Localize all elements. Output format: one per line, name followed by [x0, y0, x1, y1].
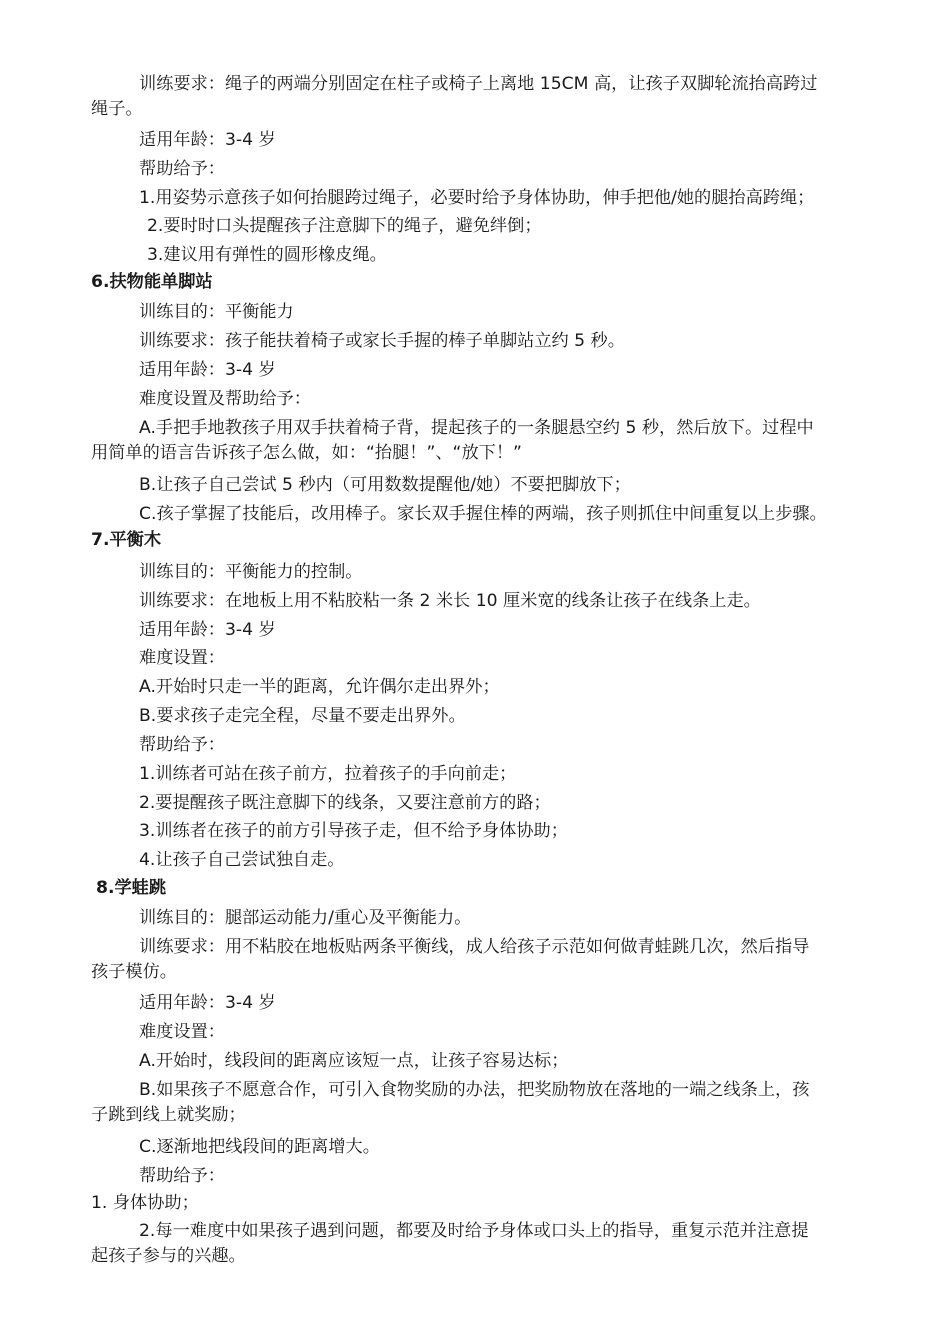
list-item: 4.让孩子自己尝试独自走。	[139, 850, 345, 870]
paragraph-line: 训练要求：在地板上用不粘胶粘一条 2 米长 10 厘米宽的线条让孩子在线条上走。	[139, 591, 761, 611]
paragraph-line: 训练目的：平衡能力	[139, 302, 294, 322]
list-item: A.开始时，线段间的距离应该短一点，让孩子容易达标；	[139, 1051, 569, 1071]
paragraph-line: 帮助给予：	[139, 1166, 225, 1186]
list-item: 1.用姿势示意孩子如何抬腿跨过绳子，必要时给予身体协助，伸手把他/她的腿抬高跨绳；	[139, 188, 815, 208]
paragraph-line: 难度设置：	[139, 648, 225, 668]
paragraph-line: 训练目的：平衡能力的控制。	[139, 562, 363, 582]
section-heading: 6.扶物能单脚站	[91, 272, 213, 292]
paragraph-line: 绳子。	[91, 99, 143, 119]
list-item: 2.要提醒孩子既注意脚下的线条，又要注意前方的路；	[139, 793, 551, 813]
paragraph-line: 帮助给予：	[139, 735, 225, 755]
paragraph-line: 适用年龄：3-4 岁	[139, 360, 276, 380]
list-item: 3.建议用有弹性的圆形橡皮绳。	[147, 245, 387, 265]
list-item: 3.训练者在孩子的前方引导孩子走，但不给予身体协助；	[139, 821, 568, 841]
section-heading: 8.学蛙跳	[96, 878, 167, 898]
list-item: C.逐渐地把线段间的距离增大。	[139, 1137, 380, 1157]
list-item: A.手把手地教孩子用双手扶着椅子背，提起孩子的一条腿悬空约 5 秒，然后放下。过程中	[139, 418, 814, 438]
paragraph-line: 起孩子参与的兴趣。	[91, 1246, 246, 1266]
paragraph-line: 难度设置及帮助给予：	[139, 389, 311, 409]
list-item: 2.要时时口头提醒孩子注意脚下的绳子，避免绊倒；	[147, 216, 542, 236]
paragraph-line: 帮助给予：	[139, 159, 225, 179]
list-item: A.开始时只走一半的距离，允许偶尔走出界外；	[139, 677, 500, 697]
list-item: 1.训练者可站在孩子前方，拉着孩子的手向前走；	[139, 764, 517, 784]
list-item: C.孩子掌握了技能后，改用棒子。家长双手握住棒的两端，孩子则抓住中间重复以上步骤。	[139, 504, 827, 524]
paragraph-line: 子跳到线上就奖励；	[91, 1105, 246, 1125]
list-item: 1. 身体协助；	[91, 1193, 199, 1213]
paragraph-line: 孩子模仿。	[91, 962, 177, 982]
list-item: B.让孩子自己尝试 5 秒内（可用数数提醒他/她）不要把脚放下；	[139, 475, 631, 495]
paragraph-line: 训练目的：腿部运动能力/重心及平衡能力。	[139, 908, 472, 928]
paragraph-line: 训练要求：孩子能扶着椅子或家长手握的棒子单脚站立约 5 秒。	[139, 331, 625, 351]
list-item: B.要求孩子走完全程，尽量不要走出界外。	[139, 706, 466, 726]
paragraph-line: 适用年龄：3-4 岁	[139, 993, 276, 1013]
list-item: 2.每一难度中如果孩子遇到问题，都要及时给予身体或口头上的指导，重复示范并注意提	[139, 1221, 809, 1241]
paragraph-line: 训练要求：绳子的两端分别固定在柱子或椅子上离地 15CM 高，让孩子双脚轮流抬高跨过	[139, 74, 818, 94]
paragraph-line: 用简单的语言告诉孩子怎么做，如：“抬腿！”、“放下！”	[91, 443, 522, 463]
paragraph-line: 适用年龄：3-4 岁	[139, 620, 276, 640]
paragraph-line: 适用年龄：3-4 岁	[139, 130, 276, 150]
paragraph-line: 训练要求：用不粘胶在地板贴两条平衡线，成人给孩子示范如何做青蛙跳几次，然后指导	[139, 937, 810, 957]
list-item: B.如果孩子不愿意合作，可引入食物奖励的办法，把奖励物放在落地的一端之线条上，孩	[139, 1080, 810, 1100]
section-heading: 7.平衡木	[91, 530, 162, 550]
paragraph-line: 难度设置：	[139, 1022, 225, 1042]
